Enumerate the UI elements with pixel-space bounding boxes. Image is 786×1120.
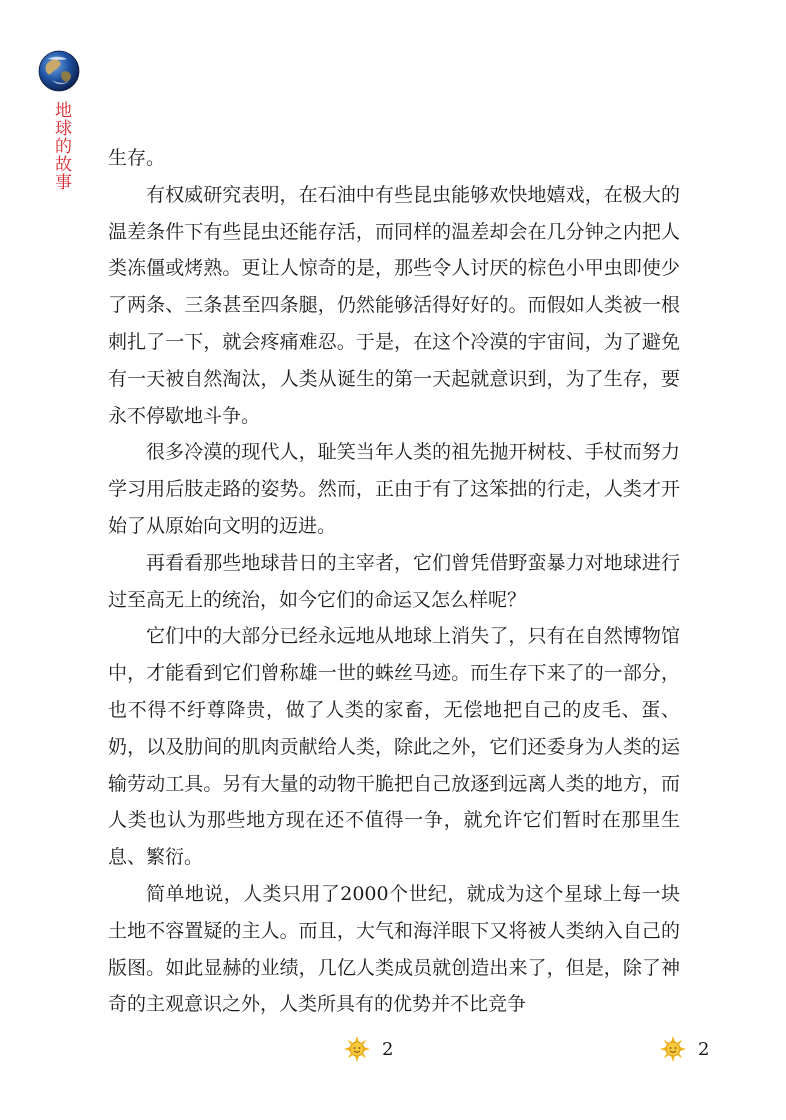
paragraph-6: 简单地说，人类只用了2000个世纪，就成为这个星球上每一块土地不容置疑的主人。而且，大气和海洋眼下又将被人类纳入自己的版图。如此显赫的业绩，几亿人类成员就创造出来了，但是，除了神奇的主观意识之外，人类所具有的优势并不比竞争 bbox=[108, 882, 680, 1016]
page-footer-right bbox=[660, 1034, 709, 1064]
book-title-vertical: 地球的故事 bbox=[51, 101, 71, 191]
paragraph-2: 有权威研究表明，在石油中有些昆虫能够欢快地嬉戏，在极大的温差条件下有些昆虫还能存活，而同样的温差却会在几分钟之内把人类冻僵或烤熟。更让人惊奇的是，那些令人讨厌的棕色小甲虫即使少了两条、三条甚至四条腿，仍然能够活得好好的。而假如人类被一根刺扎了一下，就会疼痛难忍。于是，在这个冷漠的宇宙间，为了避免有一天被自然淘汰，人类从诞生的第一天起就意识到，为了生存，要永不停歇地斗争。 bbox=[108, 183, 680, 427]
page-number: 2 bbox=[382, 1038, 394, 1060]
body-text bbox=[108, 140, 680, 1023]
page-footer-left bbox=[344, 1034, 393, 1064]
paragraph-5: 它们中的大部分已经永远地从地球上消失了，只有在自然博物馆中，才能看到它们曾称雄一世的蛛丝马迹。而生存下来了的一部分，也不得不纡尊降贵，做了人类的家畜，无偿地把自己的皮毛、蛋、奶，以及肋间的肌肉贡献给人类，除此之外，它们还委身为人类的运输劳动工具。另有大量的动物干脆把自己放逐到远离人类的地方，而人类也认为那些地方现在还不值得一争，就允许它们暂时在那里生息、繁衍。 bbox=[108, 625, 680, 869]
sun-icon bbox=[344, 1036, 370, 1062]
page-number: 2 bbox=[698, 1038, 710, 1060]
globe-icon bbox=[38, 50, 80, 92]
paragraph-1: 生存。 bbox=[108, 147, 166, 169]
paragraph-3: 很多冷漠的现代人，耻笑当年人类的祖先抛开树枝、手杖而努力学习用后肢走路的姿势。然而，正由于有了这笨拙的行走，人类才开始了从原始向文明的迈进。 bbox=[108, 441, 680, 537]
sun-icon bbox=[660, 1036, 686, 1062]
paragraph-4: 再看看那些地球昔日的主宰者，它们曾凭借野蛮暴力对地球进行过至高无上的统治，如今它们的命运又怎么样呢？ bbox=[108, 551, 680, 611]
